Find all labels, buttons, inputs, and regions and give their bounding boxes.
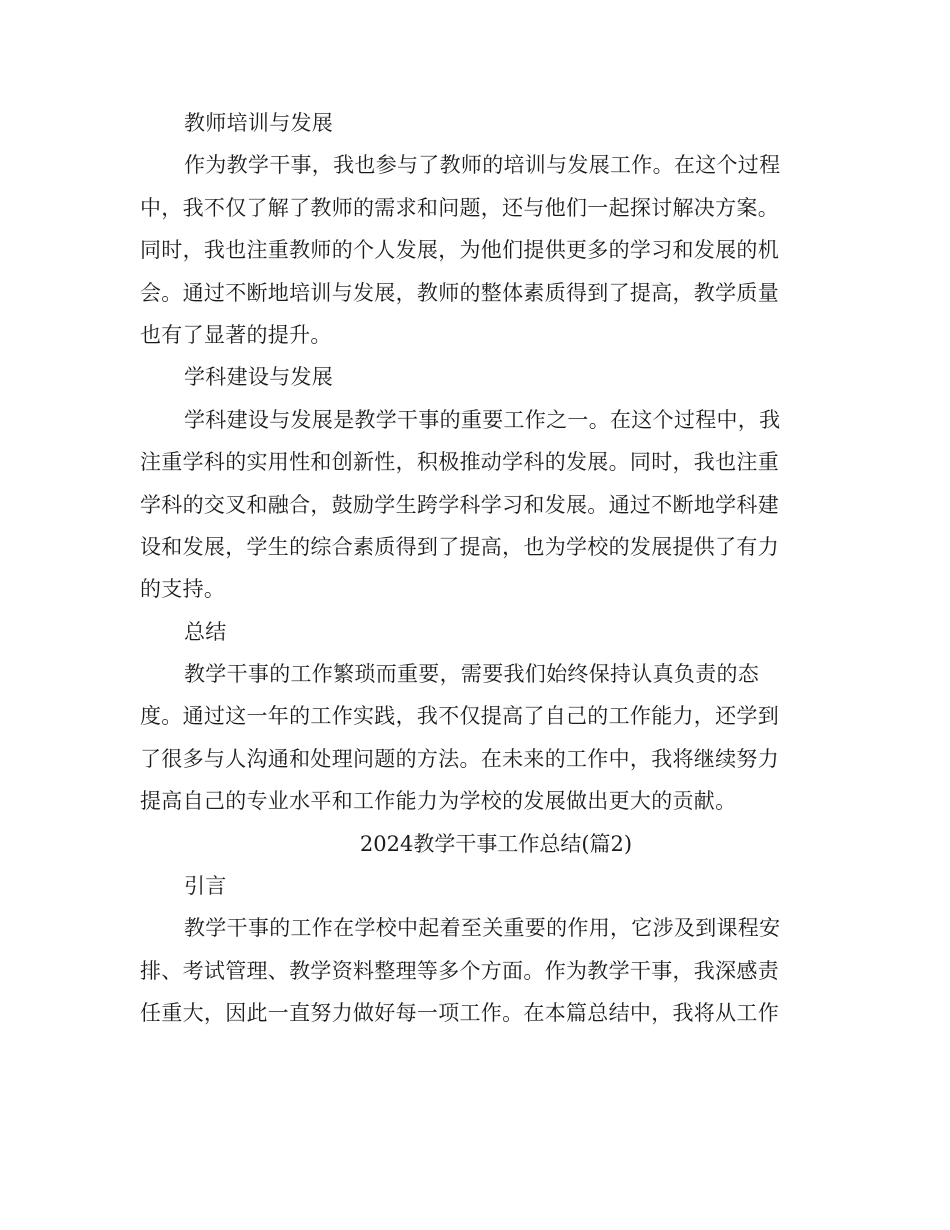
paragraph-line: 教学干事的工作在学校中起着至关重要的作用，它涉及到课程安 — [184, 916, 781, 941]
paragraph-line: 了很多与人沟通和处理问题的方法。在未来的工作中，我将继续努力 — [140, 746, 779, 771]
paragraph-line: 任重大，因此一直努力做好每一项工作。在本篇总结中，我将从工作 — [140, 1001, 779, 1026]
part2-title: 2024教学干事工作总结(篇2) — [359, 831, 633, 856]
section-heading-introduction: 引言 — [184, 874, 227, 899]
paragraph-line: 也有了显著的提升。 — [140, 322, 332, 347]
section-heading-summary: 总结 — [184, 619, 227, 644]
section-heading-subject-building: 学科建设与发展 — [184, 365, 334, 390]
paragraph-line: 同时，我也注重教师的个人发展，为他们提供更多的学习和发展的机 — [140, 238, 779, 263]
paragraph-line: 作为教学干事，我也参与了教师的培训与发展工作。在这个过程 — [184, 153, 781, 178]
paragraph-line: 的支持。 — [140, 577, 226, 602]
paragraph-line: 会。通过不断地培训与发展，教师的整体素质得到了提高，教学质量 — [140, 280, 779, 305]
paragraph-line: 教学干事的工作繁琐而重要，需要我们始终保持认真负责的态 — [184, 662, 760, 687]
paragraph-line: 提高自己的专业水平和工作能力为学校的发展做出更大的贡献。 — [140, 789, 737, 814]
paragraph-line: 学科的交叉和融合，鼓励学生跨学科学习和发展。通过不断地学科建 — [140, 492, 779, 517]
paragraph-line: 学科建设与发展是教学干事的重要工作之一。在这个过程中，我 — [184, 407, 781, 432]
paragraph-line: 排、考试管理、教学资料整理等多个方面。作为教学干事，我深感责 — [140, 958, 779, 983]
paragraph-line: 设和发展，学生的综合素质得到了提高，也为学校的发展提供了有力 — [140, 534, 779, 559]
paragraph-line: 度。通过这一年的工作实践，我不仅提高了自己的工作能力，还学到 — [140, 704, 779, 729]
document-body — [140, 102, 800, 1035]
paragraph-line: 注重学科的实用性和创新性，积极推动学科的发展。同时，我也注重 — [140, 450, 779, 475]
section-heading-teacher-training: 教师培训与发展 — [184, 111, 334, 135]
paragraph-line: 中，我不仅了解了教师的需求和问题，还与他们一起探讨解决方案。 — [140, 195, 779, 220]
